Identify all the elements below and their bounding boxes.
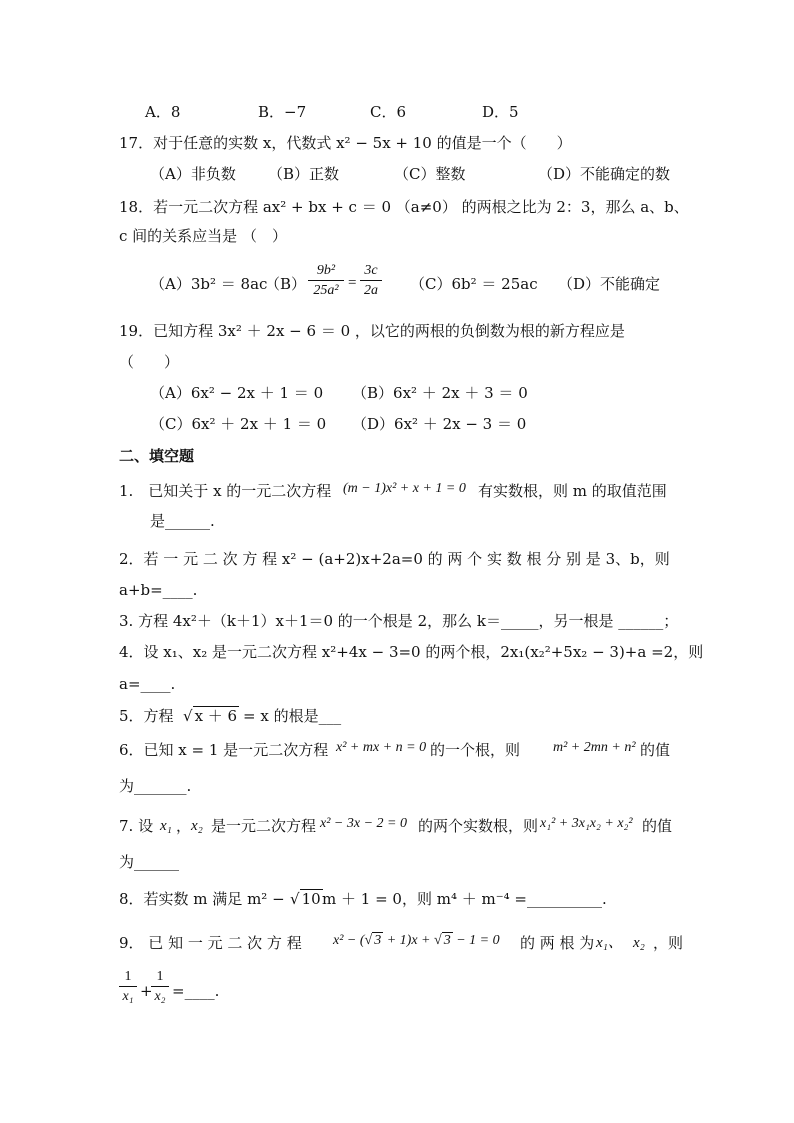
q17-stem: 17．对于任意的实数 x，代数式 x² − 5x + 10 的值是一个（ ） [119,134,572,152]
fraction-denominator: 25a² [313,283,339,298]
q18-option-b-fraction-left [308,262,344,299]
fill-q9-text-c: ，则 [653,934,684,952]
fill-q6-text-a: 6．已知 x = 1 是一元二次方程 [119,741,329,759]
q18-option-d: （D）不能确定 [558,275,661,293]
eq-part: x² − ( [333,933,365,948]
q18-option-b-fraction-right [360,262,382,299]
fill-q7-equation: x² − 3x − 2 = 0 [320,816,407,831]
fill-q3-text: 3. 方程 4x²＋（k＋1）x＋1＝0 的一个根是 2，那么 k＝_____，另一根是 ______； [119,612,679,630]
sqrt-radicand: 10 [301,890,321,908]
q17-option-d: （D）不能确定的数 [538,165,671,183]
fill-q9-answer-blank: =____. [172,982,220,1000]
fill-q8-text-b: m ＋ 1 = 0，则 m⁴ ＋ m⁻⁴ =__________. [322,890,607,908]
fill-q7-x2: x₂ [191,818,203,834]
fill-q9-x2: x₂ [633,935,645,951]
fill-q9-text-b: 的 两 根 为 [520,934,595,952]
sqrt-radicand: 3 [374,933,382,948]
fraction-numerator: 1 [124,969,132,984]
fill-q5-text-a: 5．方程 [119,707,174,725]
fraction-bar [308,280,344,281]
fill-q9-fraction-2 [151,968,169,1005]
fraction-bar [360,280,382,281]
fill-q9-equation: x² − (√ 3 + 1)x + √ 3 − 1 = 0 [333,933,500,948]
fill-q5-text-b: = x 的根是___ [243,707,342,725]
q19-stem-line1: 19．已知方程 3x² ＋ 2x − 6 ＝ 0 ，以它的两根的负倒数为根的新方程应是 [119,322,625,340]
fill-q7-text-d: 的值 [642,817,673,835]
fill-q7-text-e: 为______ [119,853,180,871]
q17-option-c: （C）整数 [394,165,466,183]
q16-option-a: A．8 [145,103,181,121]
fill-q1-equation: (m − 1)x² + x + 1 = 0 [343,481,466,496]
fill-q1-blank-line: 是______. [150,512,215,530]
fill-q2-text-b: a+b=____. [119,581,198,599]
fill-q2-text-a: 2．若 一 元 二 次 方 程 x² − (a+2)x+2a=0 的 两 个 实 数 根 分 别 是 3、b，则 [119,550,670,568]
fill-q7-text-c: 的两个实数根，则 [418,817,539,835]
eq-part: − 1 = 0 [452,933,500,948]
fill-q7-x1: x₁ [160,818,172,834]
sqrt-radicand: 3 [443,933,451,948]
fill-q8-sqrt: √ 10 [290,890,321,908]
eq-part: + 1)x + [383,933,434,948]
fill-q9-fraction-1 [119,968,137,1005]
fill-q6-text-b: 的一个根，则 [430,741,521,759]
section-title-fill-in: 二、填空题 [119,447,195,465]
fill-q6-text-c: 的值 [640,741,671,759]
q17-option-a: （A）非负数 [150,165,236,183]
fill-q9-plus: + [140,982,153,1000]
q18-stem-line1: 18．若一元二次方程 ax² + bx + c ＝ 0 （a≠0） 的两根之比为 2：3，那么 a、b、 [119,198,689,216]
fill-q9-text-a: 9． 已 知 一 元 二 次 方 程 [119,934,302,952]
fill-q6-equation: x² + mx + n = 0 [336,740,427,755]
fraction-denominator: x₂ [154,989,166,1004]
q16-option-b: B．−7 [258,103,307,121]
fraction-numerator: 3c [364,263,378,278]
fraction-bar [151,986,169,987]
fill-q8-text-a: 8．若实数 m 满足 m² − [119,890,285,908]
q18-stem-line2: c 间的关系应当是 （ ） [119,227,287,245]
fill-q7-text-b: 是一元二次方程 [211,817,317,835]
q17-option-b: （B）正数 [268,165,340,183]
q18-option-c: （C）6b² ＝ 25ac [410,275,538,293]
fill-q6-text-d: 为_______. [119,777,192,795]
q19-option-b: （B）6x² ＋ 2x ＋ 3 ＝ 0 [352,384,528,402]
q19-option-d: （D）6x² ＋ 2x − 3 ＝ 0 [352,415,527,433]
fraction-bar [119,986,137,987]
fill-q7-expression: x₁² + 3x₁x₂ + x₂² [540,816,633,831]
fill-q4-text-a: 4．设 x₁、x₂ 是一元二次方程 x²+4x − 3=0 的两个根，2x₁(x₂²+5x₂ − 3)+a =2，则 [119,643,704,661]
q18-option-a: （A）3b² ＝ 8ac [150,275,268,293]
fill-q7-separator: ， [176,817,192,835]
q19-stem-line2: （ ） [119,353,180,371]
sqrt-radicand: x ＋ 6 [194,707,238,725]
q18-option-b-equals: = [348,275,357,291]
q16-option-c: C．6 [370,103,407,121]
fraction-numerator: 9b² [316,263,336,278]
fill-q4-text-b: a=____. [119,675,176,693]
q19-option-c: （C）6x² ＋ 2x ＋ 1 ＝ 0 [150,415,327,433]
fill-q7-text-a: 7. 设 [119,817,154,835]
fill-q1-text-a: 1. 已知关于 x 的一元二次方程 [119,482,332,500]
q18-option-b-label: （B） [265,275,307,293]
fill-q6-expression: m² + 2mn + n² [553,740,636,755]
fill-q1-text-b: 有实数根，则 m 的取值范围 [478,482,667,500]
q19-option-a: （A）6x² − 2x ＋ 1 ＝ 0 [150,384,324,402]
fill-q9-x1: x₁、 [596,935,623,951]
fraction-numerator: 1 [156,969,164,984]
fill-q5-sqrt: √ x ＋ 6 [183,707,238,725]
q16-option-d: D．5 [482,103,519,121]
fraction-denominator: x₁ [122,989,134,1004]
fraction-denominator: 2a [364,283,378,298]
